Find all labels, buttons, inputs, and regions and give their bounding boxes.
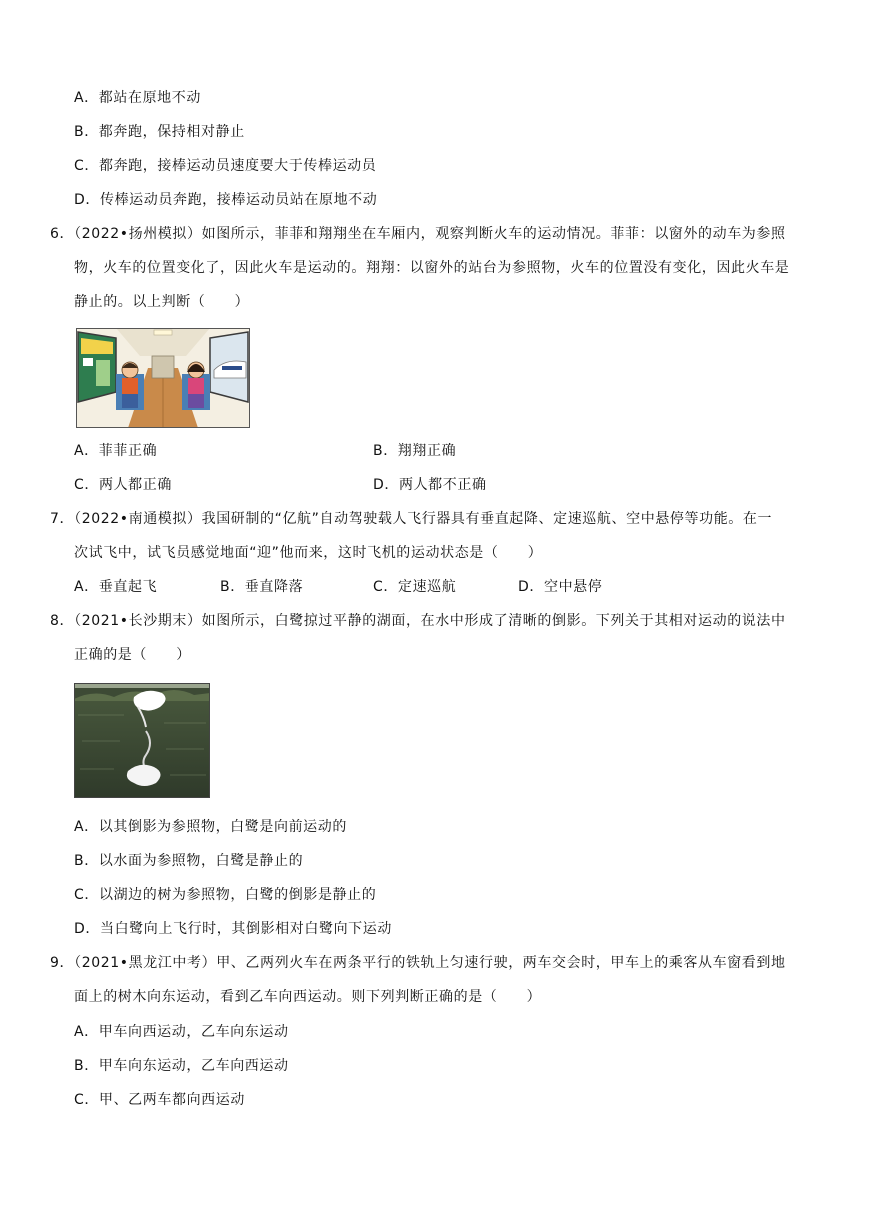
- q8-option-a: A．以其倒影为参照物，白鹭是向前运动的: [74, 819, 347, 835]
- q7-stem-line2: 次试飞中，试飞员感觉地面“迎”他而来，这时飞机的运动状态是（ ）: [74, 545, 543, 561]
- q9-option-b: B．甲车向东运动，乙车向西运动: [74, 1058, 289, 1074]
- q9-stem-line1: 9．（2021•黑龙江中考）甲、乙两列火车在两条平行的铁轨上匀速行驶，两车交会时，甲车上的乘客从车窗看到地: [50, 955, 786, 971]
- q6-option-d: D．两人都不正确: [373, 477, 487, 493]
- q8-stem-line2: 正确的是（ ）: [74, 647, 191, 663]
- q6-stem-line1: 6．（2022•扬州模拟）如图所示，菲菲和翔翔坐在车厢内，观察判断火车的运动情况。菲菲：以窗外的动车为参照: [50, 226, 786, 242]
- q7-option-d: D．空中悬停: [518, 579, 603, 595]
- q8-option-c: C．以湖边的树为参照物，白鹭的倒影是静止的: [74, 887, 377, 903]
- q6-option-b: B．翔翔正确: [373, 443, 457, 459]
- q7-option-c: C．定速巡航: [373, 579, 457, 595]
- q5-option-b: B．都奔跑，保持相对静止: [74, 124, 245, 140]
- q5-option-c: C．都奔跑，接棒运动员速度要大于传棒运动员: [74, 158, 377, 174]
- q6-stem-line2: 物，火车的位置变化了，因此火车是运动的。翔翔：以窗外的站台为参照物，火车的位置没有变化，因此火车是: [74, 260, 790, 276]
- q5-option-d: D．传棒运动员奔跑，接棒运动员站在原地不动: [74, 192, 378, 208]
- q9-option-a: A．甲车向西运动，乙车向东运动: [74, 1024, 289, 1040]
- q8-stem-line1: 8．（2021•长沙期末）如图所示，白鹭掠过平静的湖面，在水中形成了清晰的倒影。下列关于其相对运动的说法中: [50, 613, 786, 629]
- q7-option-b: B．垂直降落: [220, 579, 304, 595]
- q6-option-c: C．两人都正确: [74, 477, 172, 493]
- q9-option-c: C．甲、乙两车都向西运动: [74, 1092, 245, 1108]
- q8-egret-lake-image: [74, 683, 210, 798]
- q8-option-b: B．以水面为参照物，白鹭是静止的: [74, 853, 304, 869]
- q6-option-a: A．菲菲正确: [74, 443, 158, 459]
- egret-reflection-photo: [74, 683, 210, 798]
- train-cabin-illustration: [76, 328, 250, 428]
- q7-stem-line1: 7．（2022•南通模拟）我国研制的“亿航”自动驾驶载人飞行器具有垂直起降、定速巡航、空中悬停等功能。在一: [50, 511, 773, 527]
- q7-option-a: A．垂直起飞: [74, 579, 158, 595]
- q8-option-d: D．当白鹭向上飞行时，其倒影相对白鹭向下运动: [74, 921, 392, 937]
- q9-stem-line2: 面上的树木向东运动，看到乙车向西运动。则下列判断正确的是（ ）: [74, 989, 542, 1005]
- q6-train-cabin-image: [76, 328, 250, 428]
- q6-stem-line3: 静止的。以上判断（ ）: [74, 294, 250, 310]
- q5-option-a: A．都站在原地不动: [74, 90, 201, 106]
